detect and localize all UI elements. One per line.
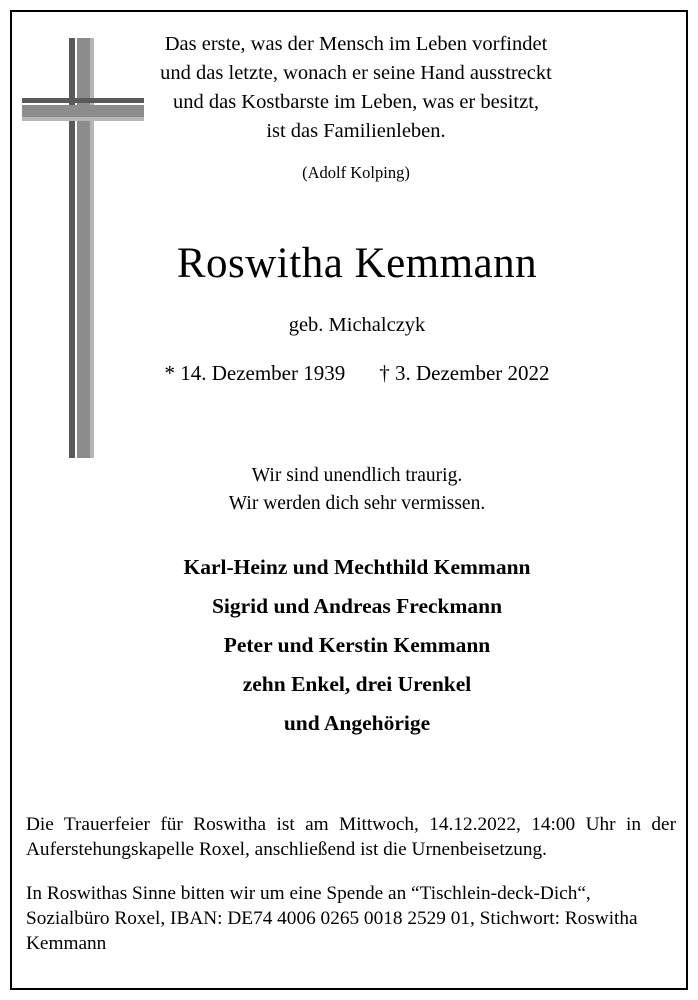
deceased-name: Roswitha Kemmann: [176, 240, 538, 287]
quote-line-1: Das erste, was der Mensch im Leben vorfindet: [164, 33, 548, 55]
mourning-message: [42, 462, 672, 518]
family-list: [42, 548, 672, 743]
quote-line-3: und das Kostbarste im Leben, was er besitzt,: [172, 91, 540, 113]
quote-author: (Adolf Kolping): [302, 163, 410, 182]
family-member-2: Sigrid und Andreas Freckmann: [211, 594, 503, 618]
life-dates: [42, 361, 672, 386]
mourning-line-2: Wir werden dich sehr vermissen.: [228, 493, 486, 514]
family-member-4: zehn Enkel, drei Urenkel: [242, 672, 472, 696]
quote-line-2: und das letzte, wonach er seine Hand ausstreckt: [160, 62, 552, 84]
quote-block: [40, 30, 672, 146]
birth-date: * 14. Dezember 1939: [164, 361, 346, 385]
maiden-name: geb. Michalczyk: [288, 314, 426, 336]
mourning-line-1: Wir sind unendlich traurig.: [251, 465, 463, 486]
obituary-content: [26, 24, 672, 743]
donation-info: In Roswithas Sinne bitten wir um eine Spende an “Tischlein-deck-Dich“, Sozialbüro Roxel, IBAN: DE74 4006 0265 0018 2529 01, Stichwort: Roswitha Kemmann: [26, 883, 638, 954]
funeral-service-info: Die Trauerfeier für Roswitha ist am Mittwoch, 14.12.2022, 14:00 Uhr in der Auferstehungskapelle Roxel, anschließend ist die Urnenbeisetzung.: [26, 814, 676, 860]
family-member-5: und Angehörige: [283, 711, 431, 735]
family-member-3: Peter und Kerstin Kemmann: [223, 633, 491, 657]
footer-notes: [26, 812, 676, 956]
quote-line-4: ist das Familienleben.: [266, 120, 446, 142]
death-date: † 3. Dezember 2022: [379, 361, 550, 385]
family-member-1: Karl-Heinz und Mechthild Kemmann: [183, 555, 531, 579]
